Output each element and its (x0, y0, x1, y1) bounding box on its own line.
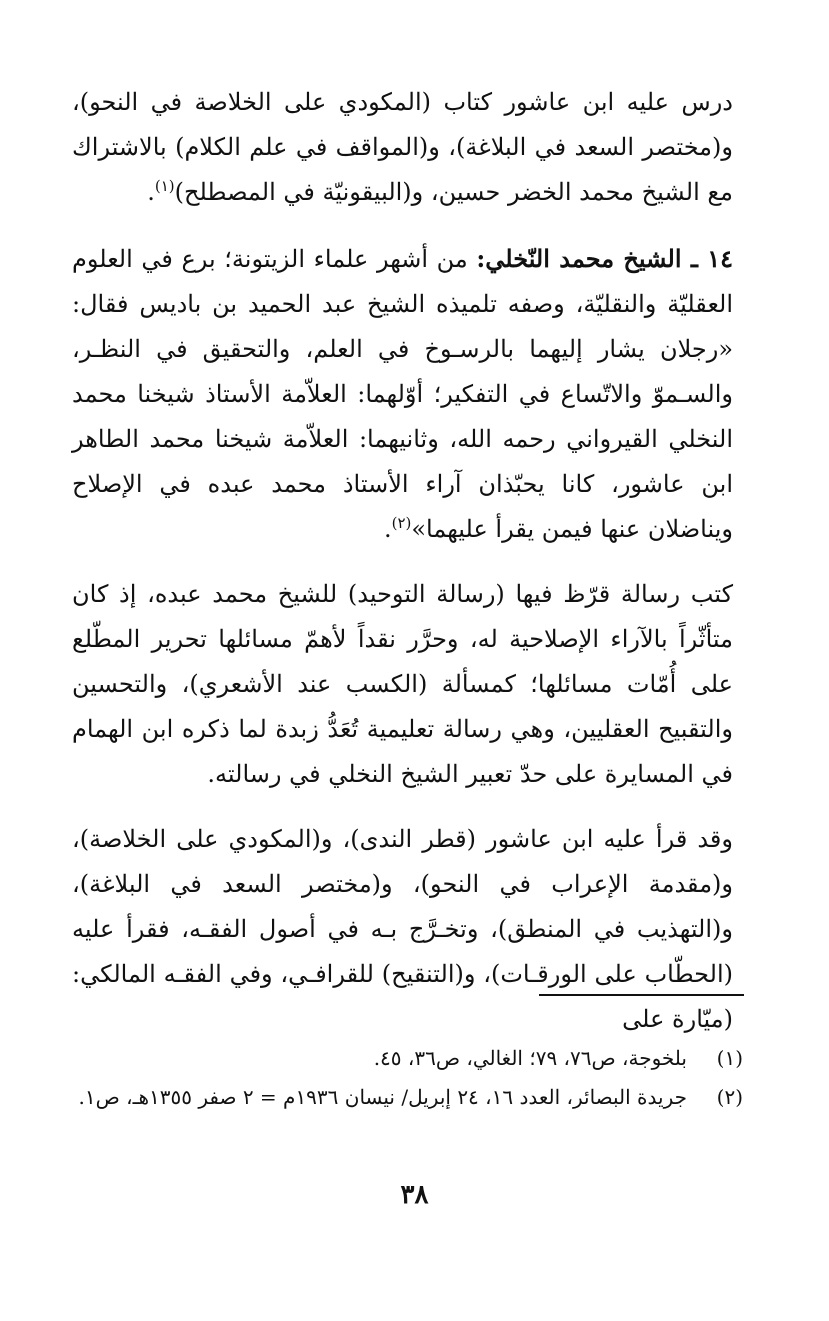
footnote-number: (١) (716, 1046, 743, 1070)
paragraph-text: درس عليه ابن عاشور كتاب (المكودي على الخلاصة في النحو)، و(مختصر السعد في البلاغة)، و(المواقف في علم الكلام) بالاشتراك مع الشيخ محمد الخضر حسين، و(البيقونيّة في المصطلح) (72, 88, 733, 206)
paragraph-text: من أشهر علماء الزيتونة؛ برع في العلوم العقليّة والنقليّة، وصفه تلميذه الشيخ عبد الحميد بن باديس فقال: «رجلان يشار إليهما بالرسـوخ في العلم، والتحقيق في النظـر، والسـموّ والاتّساع في التفكير؛ أوّلهما: العلاّمة الأستاذ شيخنا محمد النخلي القيرواني رحمه الله، وثانيهما: العلاّمة شيخنا محمد الطاهر ابن عاشور، كانا يحبّذان آراء الأستاذ محمد عبده في الإصلاح ويناضلان عنها فيمن يقرأ عليهما» (72, 245, 733, 543)
paragraph-text: وقد قرأ عليه ابن عاشور (قطر الندى)، و(المكودي على الخلاصة)، و(مقدمة الإعراب في النحو)، و(مختصر السعد في البلاغة)، و(التهذيب في المنطق)، وتخـرَّج بـه في أصول الفقـه، فقرأ عليه (الحطّاب على الورقـات)، و(التنقيح) للقرافـي، وفي الفقـه المالكي: (ميّارة على (72, 825, 734, 1033)
footnotes (72, 1040, 743, 1118)
entry-heading: ١٤ ـ الشيخ محمد النّخلي: (476, 244, 734, 273)
footnote-number: (٢) (716, 1085, 743, 1109)
paragraph-text: كتب رسالة قرّظ فيها (رسالة التوحيد) للشيخ محمد عبده، إذ كان متأثّراً بالآراء الإصلاحية له، وحرَّر نقداً لأهمّ مسائلها تحرير المطّلع على أُمّات مسائلها؛ كمسألة (الكسب عند الأشعري)، والتحسين والتقبيح العقليين، وهي رسالة تعليمية تُعَدُّ زبدة لما ذكره ابن الهمام في المسايرة على حدّ تعبير الشيخ النخلي في رسالته. (72, 580, 733, 788)
paragraph-end: . (383, 515, 392, 543)
footnote-reference: (١) (154, 177, 175, 195)
paragraph (72, 572, 733, 797)
footnote-text: جريدة البصائر، العدد ١٦، ٢٤ إبريل/ نيسان ١٩٣٦م = ٢ صفر ١٣٥٥هـ، ص١. (78, 1085, 687, 1109)
paragraph (72, 817, 733, 1042)
footnote (72, 1079, 743, 1116)
paragraph (72, 80, 733, 215)
paragraph (72, 236, 733, 552)
footnote (72, 1040, 743, 1077)
paragraph-end: . (147, 178, 155, 206)
footnote-text: بلخوجة، ص٧٦، ٧٩؛ الغالي، ص٣٦، ٤٥. (373, 1046, 687, 1070)
main-text (72, 80, 733, 1064)
footnote-reference: (٢) (391, 514, 412, 532)
page-number: ٣٨ (400, 1180, 429, 1210)
footnote-divider (539, 994, 744, 996)
